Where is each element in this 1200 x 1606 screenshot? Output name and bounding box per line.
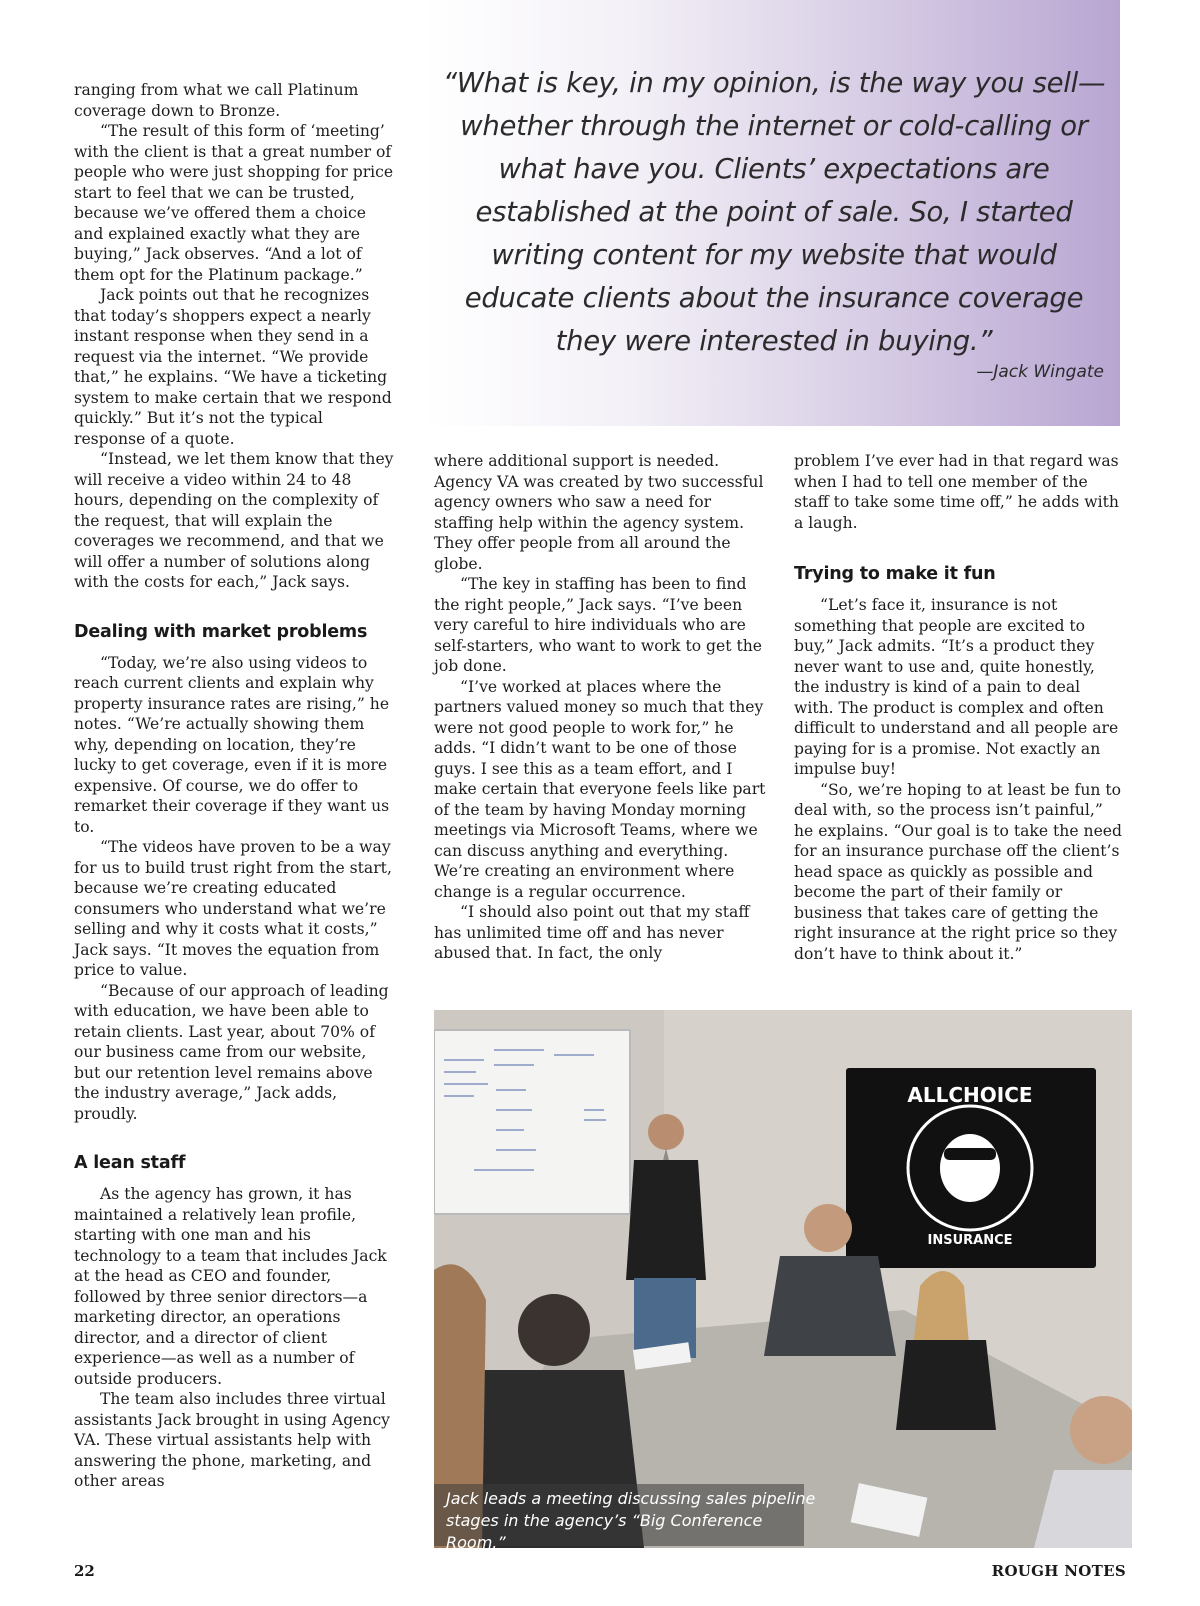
seated-woman-body — [896, 1340, 996, 1430]
paragraph: “The key in staffing has been to find the right people,” Jack says. “I’ve been very careful to hire individuals who are self-starters, who want to work to get the job done. — [434, 575, 763, 675]
paragraph: “The videos have proven to be a way for us to build trust right from the start, because we’re creating educated consumers who understand what we’re selling and why it costs what it costs,” Jack says. “It moves the equation from price to value. — [74, 838, 392, 979]
seated-man-head — [804, 1204, 852, 1252]
paragraph: where additional support is needed. Agency VA was created by two successful agency owners who saw a need for staffing help within the agency system. They offer people from all around the globe. — [434, 452, 764, 573]
paragraph: “Today, we’re also using videos to reach current clients and explain why property insurance rates are rising,” he notes. “We’re actually showing them why, depending on location, they’re lucky to get coverage, even if it is more expensive. Of course, we do offer to remarket their coverage if they want us to. — [74, 653, 390, 836]
paragraph: Jack points out that he recognizes that today’s shoppers expect a nearly instant response when they send in a request via the internet. “We provide that,” he explains. “We have a ticketing system to make certain that we respond quickly.” But it’s not the typical response of a quote. — [74, 286, 392, 448]
pull-quote-text: “What is key, in my opinion, is the way you sell—whether through the internet or cold-calling or what have you. Clients’ expectations are established at the point of sale. So, I started writing content for my website that would educate clients about the insurance coverage they were interested in buying.” — [442, 67, 1106, 357]
pull-quote-attribution: —Jack Wingate — [976, 362, 1104, 382]
foreground-man-head — [518, 1294, 590, 1366]
presenter-body — [626, 1160, 706, 1280]
paragraph: “The result of this form of ‘meeting’ with the client is that a great number of people who were just shopping for price start to feel that we can be trusted, because we’ve offered them a choice and explained exactly what they are buying,” Jack observes. “And a lot of them opt for the Platinum package.” — [74, 122, 394, 284]
article-column-3 — [794, 451, 1124, 964]
section-heading: A lean staff — [74, 1153, 186, 1173]
paragraph: “Let’s face it, insurance is not something that people are excited to buy,” Jack admits. “It’s a product they never want to use and, quite honestly, the industry is kind of a pain to deal with. The product is complex and often difficult to understand and all people are paying for is a promise. Not exactly an impulse buy! — [794, 596, 1119, 778]
logo-bottom-text: INSURANCE — [927, 1233, 1013, 1248]
paragraph: “Instead, we let them know that they will receive a video within 24 to 48 hours, depending on the complexity of the request, that will explain the coverages we recommend, and that we will offer a number of solutions along with the costs for each,” Jack says. — [74, 450, 394, 591]
section-heading: Trying to make it fun — [794, 564, 996, 584]
presenter-head — [648, 1114, 684, 1150]
paragraph: “I should also point out that my staff has unlimited time off and has never abused that. In fact, the only — [434, 903, 750, 962]
magazine-name: ROUGH NOTES — [991, 1562, 1126, 1580]
logo-sunglasses-icon — [944, 1148, 996, 1160]
paragraph: The team also includes three virtual assistants Jack brought in using Agency VA. These virtual assistants help with answering the phone, marketing, and other areas — [74, 1390, 390, 1490]
logo-top-text: ALLCHOICE — [907, 1083, 1033, 1107]
paragraph: “I’ve worked at places where the partners valued money so much that they were not good people to work for,” he adds. “I didn’t want to be one of those guys. I see this as a team effort, and I make certain that everyone feels like part of the team by having Monday morning meetings via Microsoft Teams, where we can discuss anything and everything. We’re creating an environment where change is a regular occurrence. — [434, 677, 766, 901]
paragraph: “Because of our approach of leading with education, we have been able to retain clients. Last year, about 70% of our business came from our website, but our retention level remains above the industry average,” Jack adds, proudly. — [74, 981, 389, 1123]
paragraph: “So, we’re hoping to at least be fun to deal with, so the process isn’t painful,” he explains. “Our goal is to take the need for an insurance purchase off the client’s head space as quickly as possible and become the part of their family or business that takes care of getting the right insurance at the right price so they don’t have to think about it.” — [794, 780, 1123, 963]
paragraph: problem I’ve ever had in that regard was when I had to tell one member of the staff to take some time off,” he adds with a laugh. — [794, 452, 1119, 532]
photo-illustration — [434, 1010, 1132, 1548]
logo-face-icon — [940, 1134, 1000, 1202]
paragraph: As the agency has grown, it has maintained a relatively lean profile, starting with one man and his technology to a team that includes Jack at the head as CEO and founder, followed by three senior directors—a marketing director, an operations director, and a director of client experience—as well as a number of outside producers. — [74, 1185, 387, 1388]
article-column-1 — [74, 80, 394, 1492]
page-number: 22 — [74, 1562, 95, 1580]
conference-room-photo — [434, 1010, 1132, 1548]
whiteboard — [434, 1030, 630, 1214]
article-column-2 — [434, 451, 766, 964]
paragraph: ranging from what we call Platinum coverage down to Bronze. — [74, 81, 359, 120]
section-heading: Dealing with market problems — [74, 621, 368, 642]
photo-caption: Jack leads a meeting discussing sales pipeline stages in the agency’s “Big Conference Room.” — [446, 1489, 816, 1552]
seated-man-body — [764, 1256, 896, 1356]
